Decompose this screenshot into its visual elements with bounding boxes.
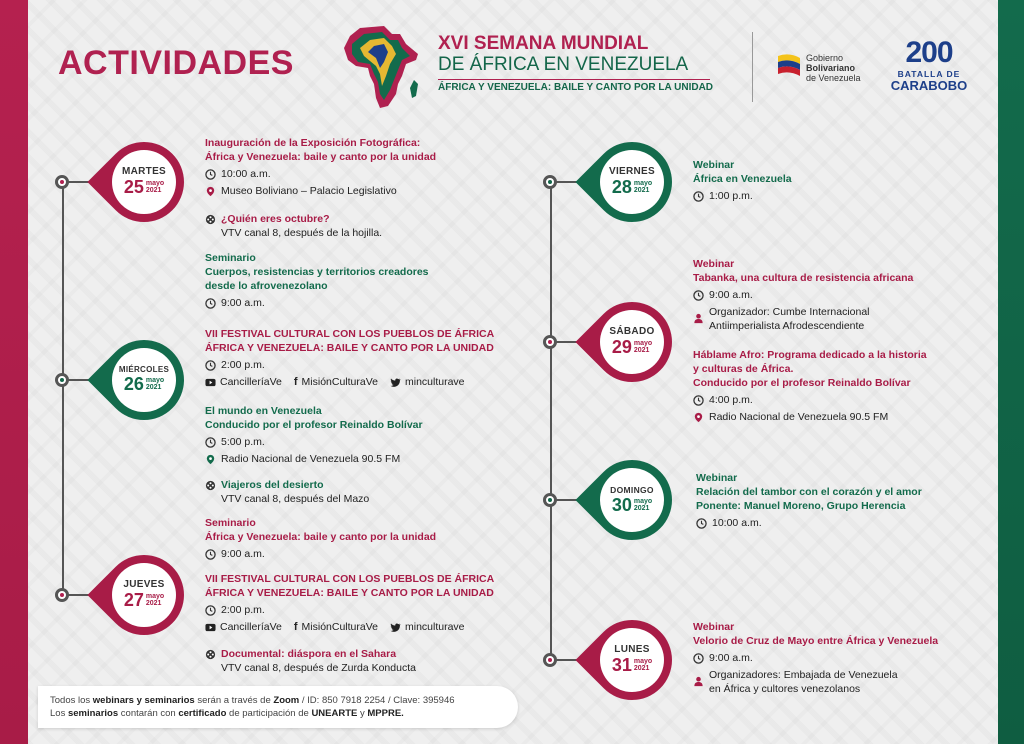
day-date [112,178,176,196]
activity-kind: Webinar [693,621,735,633]
day-label-lunes [600,644,664,674]
day-month-year [634,180,652,194]
activity-title: ¿Quién eres octubre? [221,213,330,225]
activity-title: Cuerpos, resistencias y territorios creadores [205,266,429,278]
facebook-icon: f [293,621,298,633]
activity-title: África y Venezuela: baile y canto por la unidad [205,531,437,543]
activity-hablame-afro [693,348,927,424]
activity-kind: Seminario [205,252,256,264]
gov-line-1: Gobierno [806,53,844,63]
twitter-icon [390,622,401,633]
footer-emphasis: seminarios [67,708,119,719]
gov-line-3: de Venezuela [806,72,861,83]
day-label-jueves [112,579,176,609]
activity-time: 9:00 a.m. [221,297,265,309]
activity-title: África y Venezuela: baile y canto por la unidad [205,151,437,163]
day-name: SÁBADO [609,326,655,337]
activity-time: 5:00 p.m. [221,436,265,448]
activity-festival-miercoles [205,327,494,389]
clock-icon [693,395,704,406]
activity-quien-eres-octubre [205,212,382,240]
footer-text: y [360,708,365,719]
day-number: 26 [123,374,144,394]
footer-text: Los [50,708,66,719]
activity-title: y culturas de África. [693,363,794,375]
day-name: JUEVES [123,579,165,590]
timeline-dot-domingo [543,493,557,507]
organizer-row [693,305,913,333]
day-label-viernes [600,166,664,196]
footer-emphasis: UNEARTE [311,708,358,719]
organizer-row [693,668,938,696]
activity-time: 10:00 a.m. [712,517,762,529]
twitter-link[interactable] [390,375,465,389]
organizer-text [709,668,898,696]
youtube-handle: CancilleríaVe [220,376,282,388]
day-number: 27 [123,590,144,610]
activity-place: Radio Nacional de Venezuela 90.5 FM [709,411,889,423]
activity-info: VTV canal 8, después de la hojilla. [221,227,383,239]
day-date [600,656,664,674]
organizer-line: Organizador: Cumbe Internacional [709,306,870,318]
activity-info: VTV canal 8, después del Mazo [221,493,370,505]
day-number: 31 [611,655,632,675]
activity-time: 1:00 p.m. [709,190,753,202]
footer-line-1 [38,686,518,707]
facebook-link[interactable] [294,620,378,634]
footer-zoom-credentials: / ID: 850 7918 2254 / Clave: 395946 [301,695,455,706]
footer-line-2 [38,707,518,720]
film-reel-icon [205,649,216,660]
time-row [205,296,429,310]
activity-webinar-cruz-de-mayo [693,620,938,696]
event-title-line1: XVI SEMANA MUNDIAL [438,33,649,54]
right-timeline-line [550,182,552,660]
right-color-band [998,0,1024,744]
government-flag-logo [776,52,802,80]
activity-place: Radio Nacional de Venezuela 90.5 FM [221,453,401,465]
clock-icon [205,169,216,180]
footer-emphasis: Zoom [273,695,300,706]
clock-icon [205,360,216,371]
government-logo-text [806,54,861,84]
day-month-year [146,593,164,607]
youtube-link[interactable] [205,375,282,389]
clock-icon [693,653,704,664]
social-row [205,375,494,389]
time-row [693,288,913,302]
footer-text: serán a través de [197,695,271,706]
activity-time: 9:00 a.m. [709,289,753,301]
bicentennial-line-1: BATALLA DE [897,69,961,79]
person-icon [693,313,704,324]
time-row [205,435,423,449]
activity-title: Inauguración de la Exposición Fotográfica: [205,137,421,149]
time-row [693,651,938,665]
timeline-dot-sabado [543,335,557,349]
activity-time: 9:00 a.m. [709,652,753,664]
person-icon [693,676,704,687]
activity-title: VII FESTIVAL CULTURAL CON LOS PUEBLOS DE ÁFRICA [205,328,495,340]
day-name: LUNES [614,644,650,655]
day-date [600,496,664,514]
activity-title: Háblame Afro: Programa dedicado a la historia [693,349,927,361]
time-row [205,167,436,181]
activity-time: 10:00 a.m. [221,168,271,180]
title-row [205,212,382,226]
footer-text: de participación de [229,708,309,719]
place-row [693,410,927,424]
social-row [205,620,494,634]
day-month: mayo [145,593,165,600]
day-name: VIERNES [608,166,655,177]
event-title-line2: DE ÁFRICA EN VENEZUELA [438,54,689,75]
clock-icon [205,437,216,448]
timeline-dot-martes [55,175,69,189]
activity-title: Conducido por el profesor Reinaldo Bolívar [693,377,911,389]
footer-text: contarán con [120,708,176,719]
day-month: mayo [145,180,165,187]
day-month-year [146,180,164,194]
day-date [600,178,664,196]
activity-title: Velorio de Cruz de Mayo entre África y Venezuela [693,635,939,647]
day-name: MIÉRCOLES [118,365,170,374]
activity-seminario-jueves [205,516,436,561]
activity-time: 2:00 p.m. [221,604,265,616]
footer-note [38,686,518,728]
day-month: mayo [633,180,653,187]
time-row [696,516,922,530]
place-row [205,452,423,466]
day-month: mayo [145,377,165,384]
organizer-line: Antiimperialista Afrodescendiente [709,320,865,332]
day-year: 2021 [633,505,650,512]
youtube-icon [205,377,216,388]
footer-emphasis: webinars y seminarios [92,695,195,706]
bicentennial-number: 200 [905,36,953,69]
left-timeline-line [62,182,64,596]
activity-mundo-en-venezuela [205,404,423,466]
activity-place: Museo Boliviano – Palacio Legislativo [221,185,397,197]
footer-emphasis: MPPRE. [367,708,404,719]
day-month: mayo [633,498,653,505]
timeline-dot-jueves [55,588,69,602]
header-separator [752,32,753,102]
film-reel-icon [205,214,216,225]
twitter-handle: minculturave [405,376,465,388]
activity-viajeros-desierto [205,478,369,506]
activity-time: 4:00 p.m. [709,394,753,406]
day-number: 28 [611,177,632,197]
activity-time: 2:00 p.m. [221,359,265,371]
day-year: 2021 [145,384,162,391]
twitter-link[interactable] [390,620,465,634]
activity-seminario-cuerpos [205,251,429,310]
twitter-handle: minculturave [405,621,465,633]
activity-kind: Webinar [696,472,738,484]
day-label-martes [112,166,176,196]
place-row [205,184,436,198]
activity-time: 9:00 a.m. [221,548,265,560]
time-row [205,603,494,617]
africa-map-icon [340,24,422,112]
day-month-year [634,340,652,354]
day-month-year [634,658,652,672]
timeline-dot-miercoles [55,373,69,387]
activity-title: Ponente: Manuel Moreno, Grupo Herencia [696,500,906,512]
page-title: ACTIVIDADES [58,44,294,82]
clock-icon [693,191,704,202]
facebook-link[interactable] [294,375,378,389]
activity-documental-sahara [205,647,416,675]
day-year: 2021 [633,187,650,194]
activity-title: Documental: diáspora en el Sahara [221,648,397,660]
title-divider [438,79,710,80]
activity-title: Tabanka, una cultura de resistencia africana [693,272,914,284]
organizer-line: Organizadores: Embajada de Venezuela [709,669,898,681]
activity-title: ÁFRICA Y VENEZUELA: BAILE Y CANTO POR LA UNIDAD [205,587,494,599]
location-pin-icon [205,454,216,465]
day-label-sabado [600,326,664,356]
day-number: 30 [611,495,632,515]
day-year: 2021 [633,665,650,672]
activity-title: desde lo afrovenezolano [205,280,328,292]
day-month-year [146,377,164,391]
youtube-link[interactable] [205,620,282,634]
activity-title: VII FESTIVAL CULTURAL CON LOS PUEBLOS DE ÁFRICA [205,573,495,585]
footer-text: Todos los [50,695,91,706]
day-label-miercoles [112,365,176,393]
organizer-line: en África y cultores venezolanos [709,683,861,695]
day-date [600,338,664,356]
activity-title: Relación del tambor con el corazón y el amor [696,486,922,498]
time-row [205,547,436,561]
time-row [693,189,792,203]
day-number: 25 [123,177,144,197]
facebook-handle: MisiónCulturaVe [301,376,378,388]
activity-festival-jueves [205,572,494,634]
activity-title: ÁFRICA Y VENEZUELA: BAILE Y CANTO POR LA UNIDAD [205,342,494,354]
activity-title: Viajeros del desierto [221,479,324,491]
time-row [693,393,927,407]
activity-webinar-tabanka [693,257,913,333]
activity-kind: Webinar [693,159,735,171]
title-row [205,478,369,492]
location-pin-icon [205,186,216,197]
footer-emphasis: certificado [178,708,227,719]
film-reel-icon [205,480,216,491]
location-pin-icon [693,412,704,423]
activity-info: VTV canal 8, después de Zurda Konducta [221,662,416,674]
day-year: 2021 [145,187,162,194]
facebook-icon: f [293,376,298,388]
day-month: mayo [633,658,653,665]
facebook-handle: MisiónCulturaVe [301,621,378,633]
activity-webinar-africa-venezuela [693,158,792,203]
day-name: MARTES [121,166,167,177]
twitter-icon [390,377,401,388]
activity-inauguracion [205,136,436,198]
day-month-year [634,498,652,512]
clock-icon [693,290,704,301]
day-year: 2021 [145,600,162,607]
activity-title: África en Venezuela [693,173,792,185]
day-date [112,375,176,393]
youtube-icon [205,622,216,633]
organizer-text [709,305,870,333]
day-label-domingo [600,485,664,514]
activity-kind: Seminario [205,517,256,529]
day-month: mayo [633,340,653,347]
bicentennial-line-2: CARABOBO [890,78,968,93]
clock-icon [696,518,707,529]
clock-icon [205,549,216,560]
day-number: 29 [611,337,632,357]
gov-line-2: Bolivariano [806,62,856,73]
clock-icon [205,605,216,616]
activity-title: El mundo en Venezuela [205,405,322,417]
activity-webinar-tambor [696,471,922,530]
timeline-dot-viernes [543,175,557,189]
bicentennial-logo [884,38,974,92]
day-date [112,591,176,609]
activity-title: Conducido por el profesor Reinaldo Bolívar [205,419,423,431]
event-subtitle: ÁFRICA Y VENEZUELA: BAILE Y CANTO POR LA UNIDAD [438,82,714,93]
day-name: DOMINGO [610,485,654,495]
time-row [205,358,494,372]
clock-icon [205,298,216,309]
youtube-handle: CancilleríaVe [220,621,282,633]
activity-kind: Webinar [693,258,735,270]
timeline-dot-lunes [543,653,557,667]
title-row [205,647,416,661]
day-year: 2021 [633,347,650,354]
left-color-band [0,0,28,744]
